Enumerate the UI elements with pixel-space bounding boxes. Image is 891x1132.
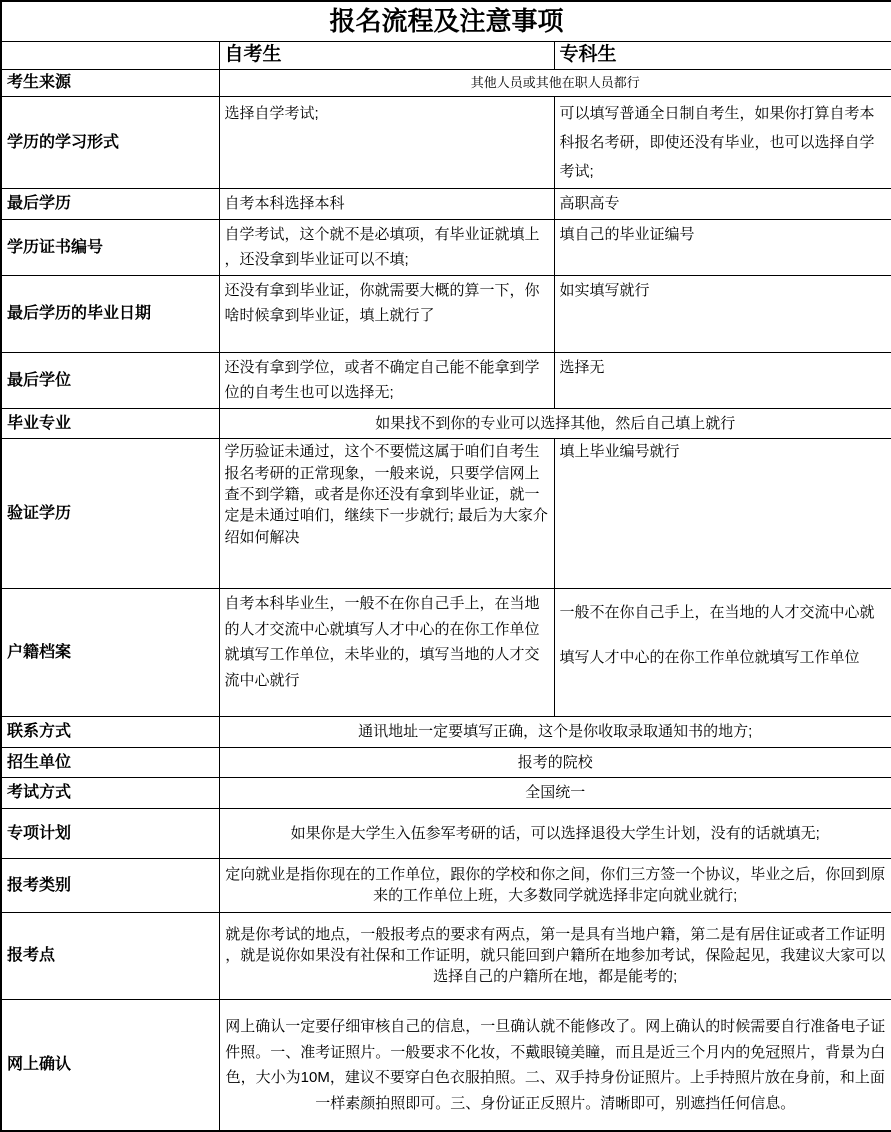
cell-last-degree-zhuanke: 高职高专 — [554, 189, 891, 220]
cell-online-confirm-merged: 网上确认一定要仔细审核自己的信息，一旦确认就不能修改了。网上确认的时候需要自行准备电子证件照。一、准考证照片。一般要求不化妆，不戴眼镜美瞳，而且是近三个月内的免冠照片，背景为白色，大小为10M，建议不要穿白色衣服拍照。二、双手持身份证照片。上手持照片放在身前，和上面一样素颜拍照即可。三、身份证正反照片。清晰即可，别遮挡任何信息。 — [219, 999, 891, 1131]
cell-study-form-zikao: 选择自学考试; — [219, 96, 554, 189]
cell-unit-merged: 报考的院校 — [219, 747, 891, 778]
row-label-contact: 联系方式 — [1, 717, 219, 748]
row-label-study-form: 学历的学习形式 — [1, 96, 219, 189]
row-label-last-degree: 最后学历 — [1, 189, 219, 220]
cell-verify-zhuanke: 填上毕业编号就行 — [554, 439, 891, 589]
row-label-special: 专项计划 — [1, 808, 219, 858]
cell-last-xuewei-zhuanke: 选择无 — [554, 352, 891, 408]
cell-cert-no-zhuanke: 填自己的毕业证编号 — [554, 219, 891, 275]
row-label-hukou: 户籍档案 — [1, 589, 219, 717]
row-label-cert-no: 学历证书编号 — [1, 219, 219, 275]
cell-last-degree-zikao: 自考本科选择本科 — [219, 189, 554, 220]
page-title: 报名流程及注意事项 — [1, 1, 891, 41]
cell-source-merged: 其他人员或其他在职人员都行 — [219, 69, 891, 96]
cell-grad-date-zhuanke: 如实填写就行 — [554, 275, 891, 352]
row-label-last-xuewei: 最后学位 — [1, 352, 219, 408]
cell-contact-merged: 通讯地址一定要填写正确，这个是你收取录取通知书的地方; — [219, 717, 891, 748]
cell-study-form-zhuanke: 可以填写普通全日制自考生，如果你打算自考本科报名考研，即使还没有毕业，也可以选择自学考试; — [554, 96, 891, 189]
row-label-major: 毕业专业 — [1, 408, 219, 439]
cell-grad-date-zikao: 还没有拿到毕业证，你就需要大概的算一下，你啥时候拿到毕业证，填上就行了 — [219, 275, 554, 352]
cell-category-merged: 定向就业是指你现在的工作单位，跟你的学校和你之间，你们三方签一个协议，毕业之后，你回到原来的工作单位上班，大多数同学就选择非定向就业就行; — [219, 858, 891, 912]
cell-hukou-zikao: 自考本科毕业生，一般不在你自己手上，在当地的人才交流中心就填写人才中心的在你工作单位就填写工作单位，未毕业的，填写当地的人才交流中心就行 — [219, 589, 554, 717]
cell-last-xuewei-zikao: 还没有拿到学位，或者不确定自己能不能拿到学位的自考生也可以选择无; — [219, 352, 554, 408]
cell-major-merged: 如果找不到你的专业可以选择其他，然后自己填上就行 — [219, 408, 891, 439]
row-label-online-confirm: 网上确认 — [1, 999, 219, 1131]
row-label-grad-date: 最后学历的毕业日期 — [1, 275, 219, 352]
cell-cert-no-zikao: 自学考试，这个就不是必填项，有毕业证就填上，还没拿到毕业证可以不填; — [219, 219, 554, 275]
row-label-exam-mode: 考试方式 — [1, 778, 219, 809]
cell-special-merged: 如果你是大学生入伍参军考研的话，可以选择退役大学生计划，没有的话就填无; — [219, 808, 891, 858]
corner-empty-cell — [1, 41, 219, 69]
cell-verify-zikao: 学历验证未通过，这个不要慌这属于咱们自考生报名考研的正常现象，一般来说，只要学信网上查不到学籍，或者是你还没有拿到毕业证，就一定是未通过咱们，继续下一步就行; 最后为大家介绍如何解决 — [219, 439, 554, 589]
cell-exam-mode-merged: 全国统一 — [219, 778, 891, 809]
row-label-verify: 验证学历 — [1, 439, 219, 589]
col-header-zhuankesheng: 专科生 — [554, 41, 891, 69]
row-label-unit: 招生单位 — [1, 747, 219, 778]
cell-exam-site-merged: 就是你考试的地点，一般报考点的要求有两点，第一是具有当地户籍，第二是有居住证或者工作证明，就是说你如果没有社保和工作证明，就只能回到户籍所在地参加考试，保险起见，我建议大家可以选择自己的户籍所在地，都是能考的; — [219, 912, 891, 999]
col-header-zikaosheng: 自考生 — [219, 41, 554, 69]
row-label-category: 报考类别 — [1, 858, 219, 912]
cell-hukou-zhuanke: 一般不在你自己手上，在当地的人才交流中心就填写人才中心的在你工作单位就填写工作单位 — [554, 589, 891, 717]
row-label-source: 考生来源 — [1, 69, 219, 96]
row-label-exam-site: 报考点 — [1, 912, 219, 999]
